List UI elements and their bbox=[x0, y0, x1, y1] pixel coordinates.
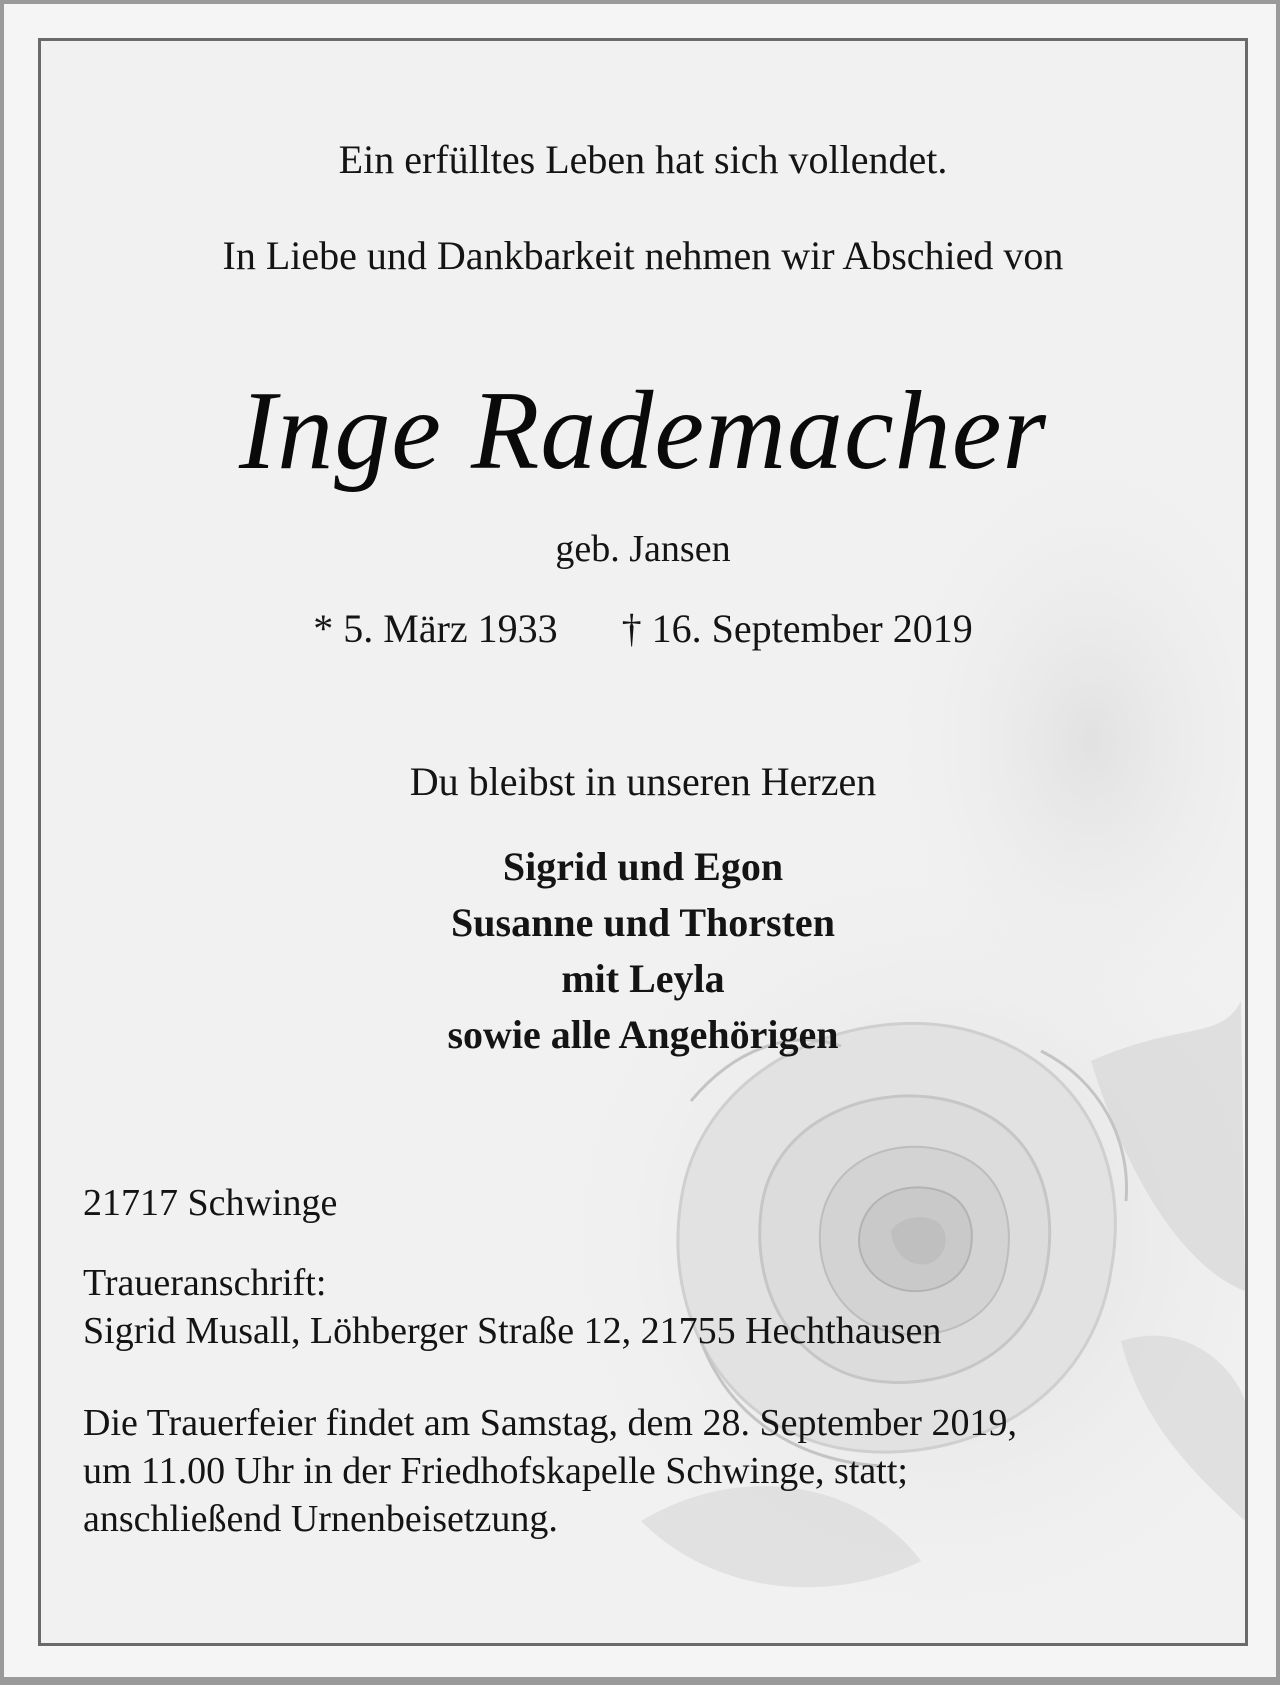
mourner-line: Susanne und Thorsten bbox=[451, 900, 835, 945]
intro-line-2: In Liebe und Dankbarkeit nehmen wir Abschied von bbox=[222, 233, 1064, 278]
ceremony-line: anschließend Urnenbeisetzung. bbox=[83, 1498, 558, 1540]
maiden-name: geb. Jansen bbox=[555, 528, 731, 570]
closing-line: Du bleibst in unseren Herzen bbox=[409, 759, 877, 804]
obituary-page bbox=[4, 4, 1276, 1677]
mourner-line: mit Leyla bbox=[561, 956, 725, 1001]
birth-date: * 5. März 1933 bbox=[313, 606, 558, 651]
obituary-frame bbox=[38, 38, 1248, 1646]
mourner-line: Sigrid und Egon bbox=[502, 844, 784, 889]
death-date: † 16. September 2019 bbox=[621, 606, 973, 651]
ceremony-line: Die Trauerfeier findet am Samstag, dem 28. September 2019, bbox=[83, 1402, 1017, 1444]
deceased-name: Inge Rademacher bbox=[238, 369, 1048, 493]
ceremony-line: um 11.00 Uhr in der Friedhofskapelle Schwinge, statt; bbox=[83, 1450, 908, 1492]
intro-line-1: Ein erfülltes Leben hat sich vollendet. bbox=[338, 137, 948, 182]
place: 21717 Schwinge bbox=[83, 1182, 338, 1224]
mourning-address: Sigrid Musall, Löhberger Straße 12, 21755 Hechthausen bbox=[83, 1310, 942, 1352]
address-label: Traueranschrift: bbox=[83, 1262, 327, 1304]
mourner-line: sowie alle Angehörigen bbox=[447, 1012, 839, 1057]
mourners-list bbox=[41, 839, 1245, 1063]
life-dates bbox=[41, 606, 1245, 652]
